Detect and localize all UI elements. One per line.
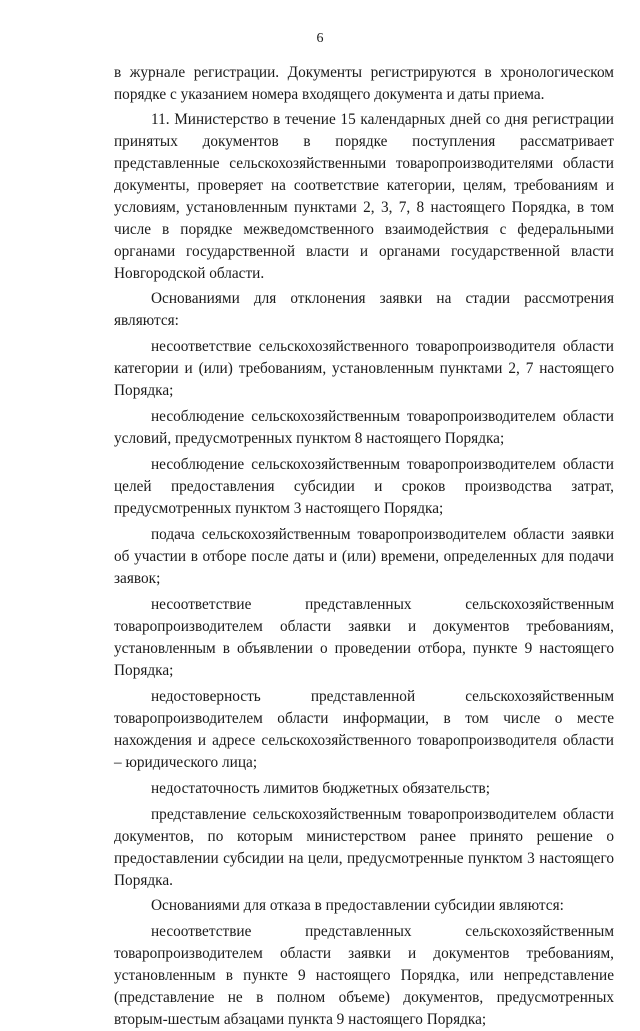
paragraph-clause-11: 11. Министерство в течение 15 календарных дней со дня регистрации принятых документов в порядке поступления рассматривает представленные сельскохозяйственными товаропроизводителями области документы, проверяет на соответствие категории, целям, требованиям и условиям, установленным пунктами 2, 3, 7, 8 настоящего Порядка, в том числе в порядке межведомственного взаимодействия с федеральными органами государственной власти и органами государственной власти Новгородской области. xyxy=(114,111,614,282)
page-number: 6 xyxy=(316,31,324,46)
list-item-rejection-documents-mismatch: несоответствие представленных сельскохозяйственным товаропроизводителем области заявки и документов требованиям, установленным в объявлении о проведении отбора, пункте 9 настоящего Порядка; xyxy=(114,596,614,679)
list-item-rejection-duplicate-subsidy: представление сельскохозяйственным товаропроизводителем области документов, по которым министерством ранее принято решение о предоставлении субсидии на цели, предусмотренные пунктом 3 настоящего Порядка. xyxy=(114,806,614,889)
list-item-rejection-conditions-unmet: несоблюдение сельскохозяйственным товаропроизводителем области условий, предусмотренных пунктом 8 настоящего Порядка; xyxy=(114,408,614,447)
list-item-refusal-documents-mismatch: несоответствие представленных сельскохозяйственным товаропроизводителем области заявки и документов требованиям, установленным в пункте 9 настоящего Порядка, или непредставление (представление не в полном объеме) документов, предусмотренных вторым-шестым абзацами пункта 9 настоящего Порядка; xyxy=(114,923,614,1028)
list-item-rejection-late-submission: подача сельскохозяйственным товаропроизводителем области заявки об участии в отборе после даты и (или) времени, определенных для подачи заявок; xyxy=(114,526,614,587)
paragraph-registration-continuation: в журнале регистрации. Документы регистрируются в хронологическом порядке с указанием номера входящего документа и даты приема. xyxy=(114,64,614,103)
list-item-rejection-category-mismatch: несоответствие сельскохозяйственного товаропроизводителя области категории и (или) требованиям, установленным пунктами 2, 7 настоящего Порядка; xyxy=(114,338,614,399)
list-item-rejection-insufficient-limits: недостаточность лимитов бюджетных обязательств; xyxy=(151,780,490,797)
list-item-rejection-false-information: недостоверность представленной сельскохозяйственным товаропроизводителем области информации, в том числе о месте нахождения и адресе сельскохозяйственного товаропроизводителя области – юридического лица; xyxy=(114,688,614,771)
document-body xyxy=(114,62,614,1031)
paragraph-rejection-grounds-heading: Основаниями для отклонения заявки на стадии рассмотрения являются: xyxy=(114,290,614,329)
list-item-rejection-purposes-unmet: несоблюдение сельскохозяйственным товаропроизводителем области целей предоставления субсидии и сроков производства затрат, предусмотренных пунктом 3 настоящего Порядка; xyxy=(114,456,614,517)
paragraph-refusal-grounds-heading: Основаниями для отказа в предоставлении субсидии являются: xyxy=(151,897,564,914)
